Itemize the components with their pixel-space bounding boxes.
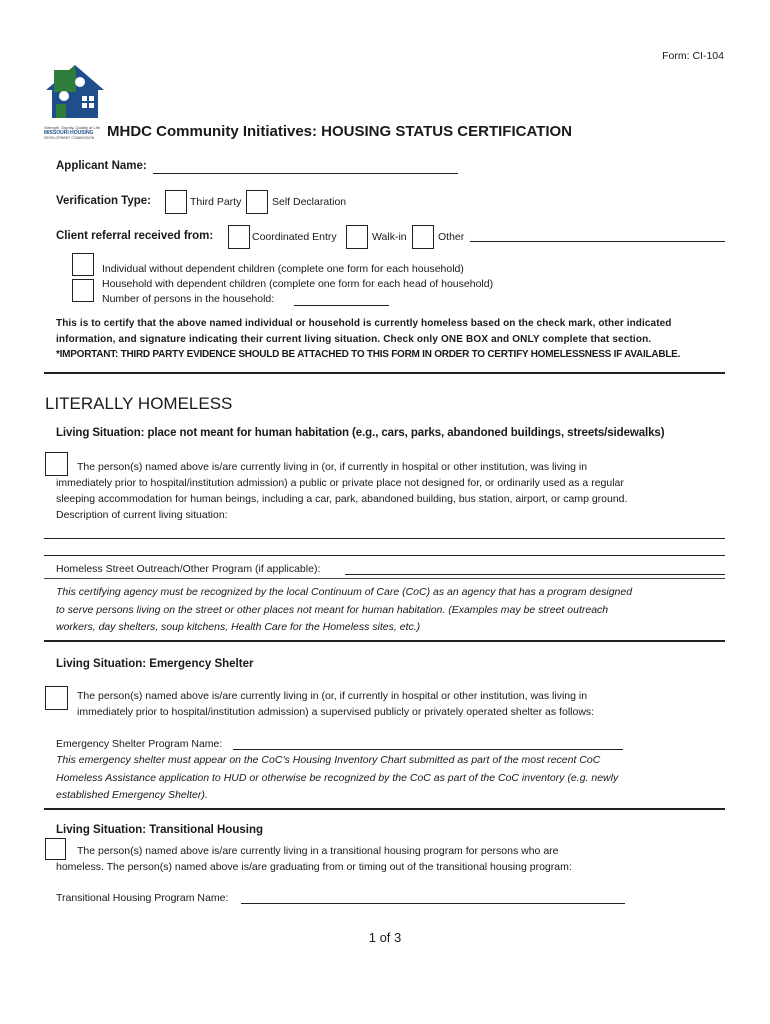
sec2-note3: established Emergency Shelter). [56,789,208,801]
third-party-checkbox[interactable] [165,190,187,214]
divider [44,640,725,642]
other-referral-field[interactable] [470,241,725,242]
certify-line1: This is to certify that the above named individual or household is currently homeless based on the check mark, other indicated [56,318,672,329]
walk-in-checkbox[interactable] [346,225,368,249]
outreach-label: Homeless Street Outreach/Other Program (if applicable): [56,563,321,575]
sec1-p3: sleeping accommodation for human beings, including a car, park, abandoned building, bus station, airport, or camp ground. [56,493,628,505]
sec2-note2: Homeless Assistance application to HUD or otherwise be recognized by the CoC as part of the CoC inventory (e.g. newly [56,772,619,784]
sec2-p1: The person(s) named above is/are currently living in (or, if currently in hospital or other institution, was living in [77,690,588,702]
sec2-note1: This emergency shelter must appear on the CoC’s Housing Inventory Chart submitted as part of the most recent CoC [56,754,601,766]
certify-line2: information, and signature indicating their current living situation. Check only ONE BOX and ONLY complete that section. [56,334,652,345]
divider [44,808,725,810]
description-field-1[interactable] [44,538,725,539]
emergency-shelter-checkbox[interactable] [45,686,68,710]
sec2-program-label: Emergency Shelter Program Name: [56,738,223,750]
divider [44,372,725,374]
sec1-title: Living Situation: place not meant for human habitation (e.g., cars, parks, abandoned buildings, streets/sidewalks) [56,427,665,439]
sec2-title: Living Situation: Emergency Shelter [56,658,254,670]
sec1-p1: The person(s) named above is/are currently living in (or, if currently in hospital or other institution, was living in [77,461,588,473]
sec3-title: Living Situation: Transitional Housing [56,824,263,836]
applicant-name-field[interactable] [153,173,458,174]
logo-org-line2: DEVELOPMENT COMMISSION [44,136,95,140]
persons-count-field[interactable] [294,305,389,306]
household-children-label: Household with dependent children (complete one form for each head of household) [102,278,494,290]
house-logo-icon [44,62,106,120]
sec1-note2: to serve persons living on the street or other places not meant for human habitation. (Examples may be street outreach [56,604,609,616]
page-number: 1 of 3 [368,930,402,945]
transitional-housing-checkbox[interactable] [45,838,66,860]
other-checkbox[interactable] [412,225,434,249]
sec1-note1: This certifying agency must be recognized by the local Continuum of Care (CoC) as an agency that has a program designed [56,586,633,598]
street-checkbox[interactable] [45,452,68,476]
mhdc-logo [44,62,106,140]
emergency-program-field[interactable] [233,749,623,750]
applicant-name-label: Applicant Name: [56,160,147,172]
description-field-2[interactable] [44,555,725,556]
self-declaration-checkbox[interactable] [246,190,268,214]
sec1-note3: workers, day shelters, soup kitchens, Health Care for the Homeless sites, etc.) [56,621,421,633]
page-title: MHDC Community Initiatives: HOUSING STATUS CERTIFICATION [107,123,573,140]
coordinated-entry-label: Coordinated Entry [252,231,337,243]
form-id: Form: CI-104 [662,50,724,62]
logo-tagline: Strength, Dignity, Quality of Life [44,125,100,130]
other-label: Other [438,231,465,243]
referral-label: Client referral received from: [56,230,214,242]
third-party-label: Third Party [190,196,242,208]
sec3-program-label: Transitional Housing Program Name: [56,892,229,904]
sec2-p2: immediately prior to hospital/institution admission) a supervised publicly or privately operated shelter as follows: [77,706,595,718]
verification-type-label: Verification Type: [56,195,152,207]
certify-important: *IMPORTANT: THIRD PARTY EVIDENCE SHOULD BE ATTACHED TO THIS FORM IN ORDER TO CERTIFY HOMELESSNESS IF AVAILABLE. [56,349,681,360]
individual-label: Individual without dependent children (complete one form for each household) [102,263,464,275]
sec3-p2: homeless. The person(s) named above is/are graduating from or timing out of the transitional housing program: [56,861,572,873]
walk-in-label: Walk-in [372,231,407,243]
household-children-checkbox[interactable] [72,279,94,302]
separator [44,578,725,579]
transitional-program-field[interactable] [241,903,625,904]
section-heading: LITERALLY HOMELESS [45,394,233,413]
persons-label: Number of persons in the household: [102,293,275,305]
self-declaration-label: Self Declaration [272,196,347,208]
sec3-p1: The person(s) named above is/are currently living in a transitional housing program for persons who are [77,845,559,857]
logo-org-line1: MISSOURI HOUSING [44,130,94,136]
sec1-p2: immediately prior to hospital/institution admission) a public or private place not designed for, or ordinarily used as a regular [56,477,624,489]
sec1-p4: Description of current living situation: [56,509,228,521]
individual-checkbox[interactable] [72,253,94,276]
coordinated-entry-checkbox[interactable] [228,225,250,249]
outreach-program-field[interactable] [345,574,725,575]
